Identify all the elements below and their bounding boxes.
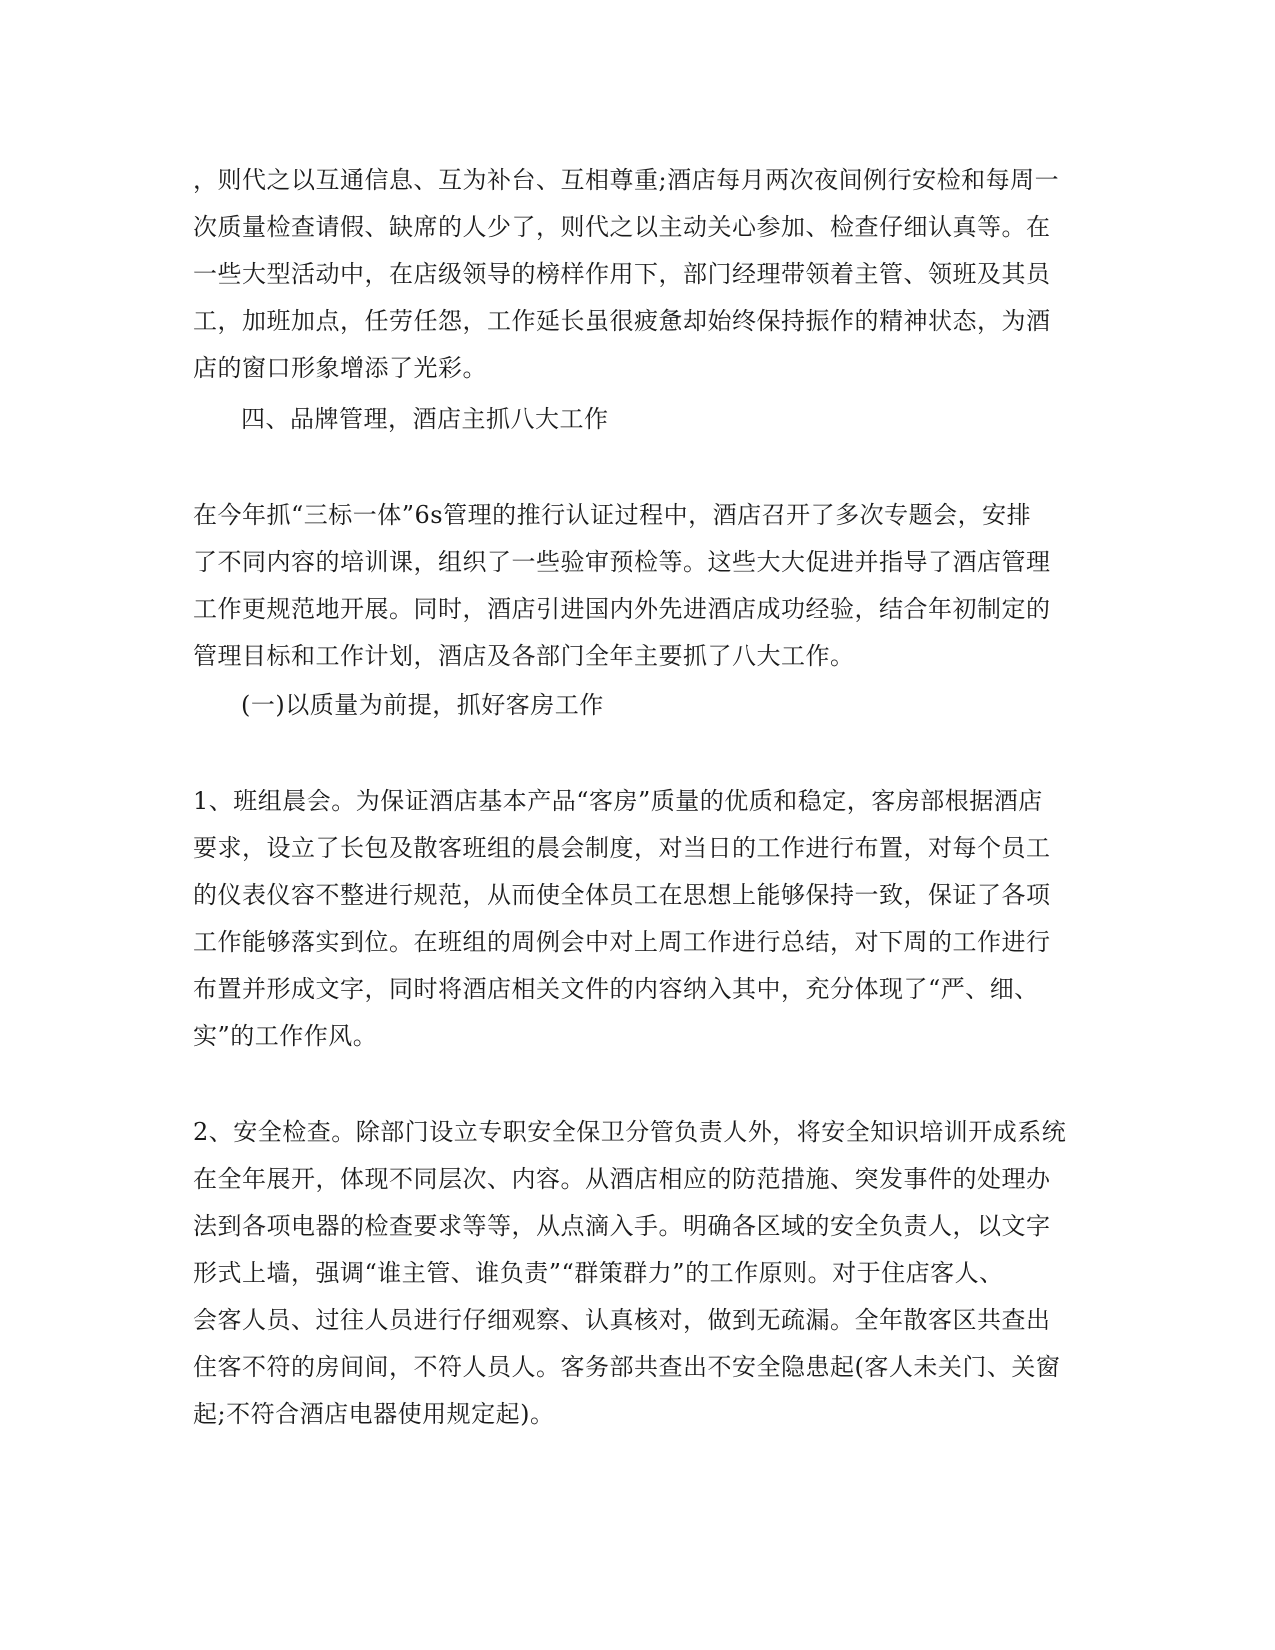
- text-line: 要求，设立了长包及散客班组的晨会制度，对当日的工作进行布置，对每个员工: [193, 834, 1051, 862]
- text-line: 在今年抓“三标一体”6s管理的推行认证过程中，酒店召开了多次专题会，安排: [193, 501, 1032, 529]
- section-heading: 四、品牌管理，酒店主抓八大工作: [241, 405, 609, 433]
- text-line: 店的窗口形象增添了光彩。: [193, 354, 487, 382]
- text-line: 会客人员、过往人员进行仔细观察、认真核对，做到无疏漏。全年散客区共查出: [193, 1306, 1051, 1334]
- text-line: 在全年展开，体现不同层次、内容。从酒店相应的防范措施、突发事件的处理办: [193, 1165, 1051, 1193]
- text-line: ，则代之以互通信息、互为补台、互相尊重;酒店每月两次夜间例行安检和每周一: [193, 166, 1060, 194]
- text-line: 一些大型活动中，在店级领导的榜样作用下，部门经理带领着主管、领班及其员: [193, 260, 1051, 288]
- text-line: 的仪表仪容不整进行规范，从而使全体员工在思想上能够保持一致，保证了各项: [193, 881, 1051, 909]
- text-line: 1、班组晨会。为保证酒店基本产品“客房”质量的优质和稳定，客房部根据酒店: [193, 787, 1043, 815]
- text-line: 起;不符合酒店电器使用规定起)。: [193, 1400, 555, 1428]
- text-line: 实”的工作作风。: [193, 1022, 378, 1050]
- text-line: 法到各项电器的检查要求等等，从点滴入手。明确各区域的安全负责人，以文字: [193, 1212, 1051, 1240]
- text-line: 次质量检查请假、缺席的人少了，则代之以主动关心参加、检查仔细认真等。在: [193, 213, 1051, 241]
- text-line: 工，加班加点，任劳任怨，工作延长虽很疲惫却始终保持振作的精神状态，为酒: [193, 307, 1051, 335]
- text-line: 2、安全检查。除部门设立专职安全保卫分管负责人外，将安全知识培训开成系统: [193, 1118, 1067, 1146]
- text-line: 管理目标和工作计划，酒店及各部门全年主要抓了八大工作。: [193, 642, 855, 670]
- text-line: 布置并形成文字，同时将酒店相关文件的内容纳入其中，充分体现了“严、细、: [193, 975, 1039, 1003]
- text-line: 形式上墙，强调“谁主管、谁负责”“群策群力”的工作原则。对于住店客人、: [193, 1259, 1004, 1287]
- subsection-heading: (一)以质量为前提，抓好客房工作: [241, 691, 604, 719]
- text-line: 了不同内容的培训课，组织了一些验审预检等。这些大大促进并指导了酒店管理: [193, 548, 1051, 576]
- text-line: 住客不符的房间间，不符人员人。客务部共查出不安全隐患起(客人未关门、关窗: [193, 1353, 1061, 1381]
- text-line: 工作更规范地开展。同时，酒店引进国内外先进酒店成功经验，结合年初制定的: [193, 595, 1051, 623]
- text-line: 工作能够落实到位。在班组的周例会中对上周工作进行总结，对下周的工作进行: [193, 928, 1051, 956]
